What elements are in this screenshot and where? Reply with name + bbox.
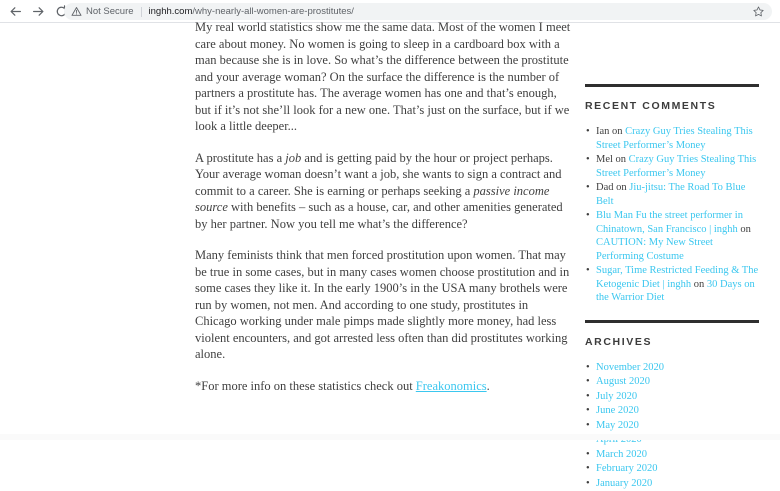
comment-post-link[interactable]: Jiu-jitsu: The Road To Blue Belt xyxy=(596,182,746,207)
archives-heading: ARCHIVES xyxy=(585,335,653,348)
emphasis-job: job xyxy=(285,150,302,165)
sidebar xyxy=(585,84,759,491)
comment-post-link[interactable]: Crazy Guy Tries Stealing This Street Performer’s Money xyxy=(596,126,753,151)
comment-author-link[interactable]: Blu Man Fu the street performer in Chinatown, San Francisco | inghh xyxy=(596,210,743,235)
archive-item xyxy=(585,462,759,476)
comment-author: Ian xyxy=(596,126,610,137)
article-footnote: *For more info on these statistics check out Freakonomics. xyxy=(195,378,490,393)
sidebar-divider xyxy=(585,84,759,87)
archive-link[interactable]: May 2020 xyxy=(596,419,639,431)
comment-author: Mel xyxy=(596,154,613,165)
archive-item xyxy=(585,375,759,389)
archive-item xyxy=(585,404,759,418)
sidebar-divider xyxy=(585,320,759,323)
article-paragraph-2: A prostitute has a job and is getting paid by the hour or project perhaps. Your average woman doesn’t want a job, she wants to sign a contract and commit to a career. She is earning or perhaps seeking a passive income source with benefits – such as a house, car, and other amenities generated by her partner. Now you tell me what’s the difference? xyxy=(195,150,563,231)
back-button[interactable] xyxy=(7,3,23,19)
archive-item xyxy=(585,361,759,375)
archive-link[interactable]: August 2020 xyxy=(596,376,650,387)
not-secure-warning-icon xyxy=(71,6,82,17)
comment-item: • Blu Man Fu the street performer in Chinatown, San Francisco | inghh on CAUTION: My New Street Performing Costume xyxy=(585,209,759,263)
archive-link[interactable]: February 2020 xyxy=(596,463,658,474)
recent-comments-heading: RECENT COMMENTS xyxy=(585,100,717,112)
comment-post-link[interactable]: Crazy Guy Tries Stealing This Street Performer’s Money xyxy=(596,154,757,179)
back-arrow-icon xyxy=(9,5,22,18)
archive-item xyxy=(585,448,759,462)
comment-post-link[interactable]: 30 Days on the Warrior Diet xyxy=(596,278,755,303)
article-paragraph-1: My real world statistics show me the same data. Most of the women I meet care about money. No women is going to sleep in a cardboard box with a man because she is in love. So what’s the difference between the prostitute and your average woman? On the surface the difference is the number of partners a prostitute has. The average women has one and that’s enough, but if it’s not she’ll look for a new one. That’s just on the surface, but if we look a little deeper... xyxy=(195,20,571,133)
comment-item: • Sugar, Time Restricted Feeding & The Ketogenic Diet | inghh on 30 Days on the Warrior Diet xyxy=(585,264,759,305)
security-label: Not Secure xyxy=(86,6,134,17)
comment-item: • Dad on Jiu-jitsu: The Road To Blue Belt xyxy=(585,181,759,208)
archive-link[interactable]: January 2020 xyxy=(596,477,653,489)
address-bar[interactable] xyxy=(64,3,772,20)
emphasis-passive-income: passive income source xyxy=(195,183,550,214)
comment-author: Dad xyxy=(596,182,614,193)
archives-list xyxy=(585,361,759,491)
article-paragraph-3: Many feminists think that men forced prostitution upon women. That may be true in some cases, but in many cases women choose prostitution and in some cases they like it. In the early 1900’s in the USA many brothels were run by women, not men. And according to one study, prostitutes in Chicago working under male pimps made slightly more money, had less violent encounters, and got arrested less often than did prostitutes working alone. xyxy=(195,248,570,361)
article-body xyxy=(195,20,571,409)
archive-link[interactable]: June 2020 xyxy=(596,405,639,416)
comment-author-link[interactable]: Sugar, Time Restricted Feeding & The Ketogenic Diet | inghh xyxy=(596,265,759,290)
url-domain: inghh.com xyxy=(148,6,193,17)
url-path: /why-nearly-all-women-are-prostitutes/ xyxy=(192,6,354,17)
archive-link[interactable]: March 2020 xyxy=(596,448,648,460)
archive-link[interactable]: July 2020 xyxy=(596,390,638,402)
comment-post-link[interactable]: CAUTION: My New Street Performing Costume xyxy=(596,237,713,262)
comment-item: • Mel on Crazy Guy Tries Stealing This Street Performer’s Money xyxy=(585,153,759,180)
archive-item xyxy=(585,419,759,433)
freakonomics-link[interactable]: Freakonomics xyxy=(415,378,487,393)
page-bottom-strip xyxy=(0,434,780,440)
archive-link[interactable]: November 2020 xyxy=(596,361,664,373)
archive-item xyxy=(585,477,759,491)
page-viewport xyxy=(0,20,780,489)
forward-button[interactable] xyxy=(30,3,46,19)
comment-item: • Ian on Crazy Guy Tries Stealing This Street Performer’s Money xyxy=(585,125,759,152)
recent-comments-list xyxy=(585,125,759,305)
forward-arrow-icon xyxy=(32,5,45,18)
archive-item xyxy=(585,390,759,404)
bookmark-star-icon[interactable] xyxy=(752,5,765,18)
omnibox-divider xyxy=(141,7,142,17)
